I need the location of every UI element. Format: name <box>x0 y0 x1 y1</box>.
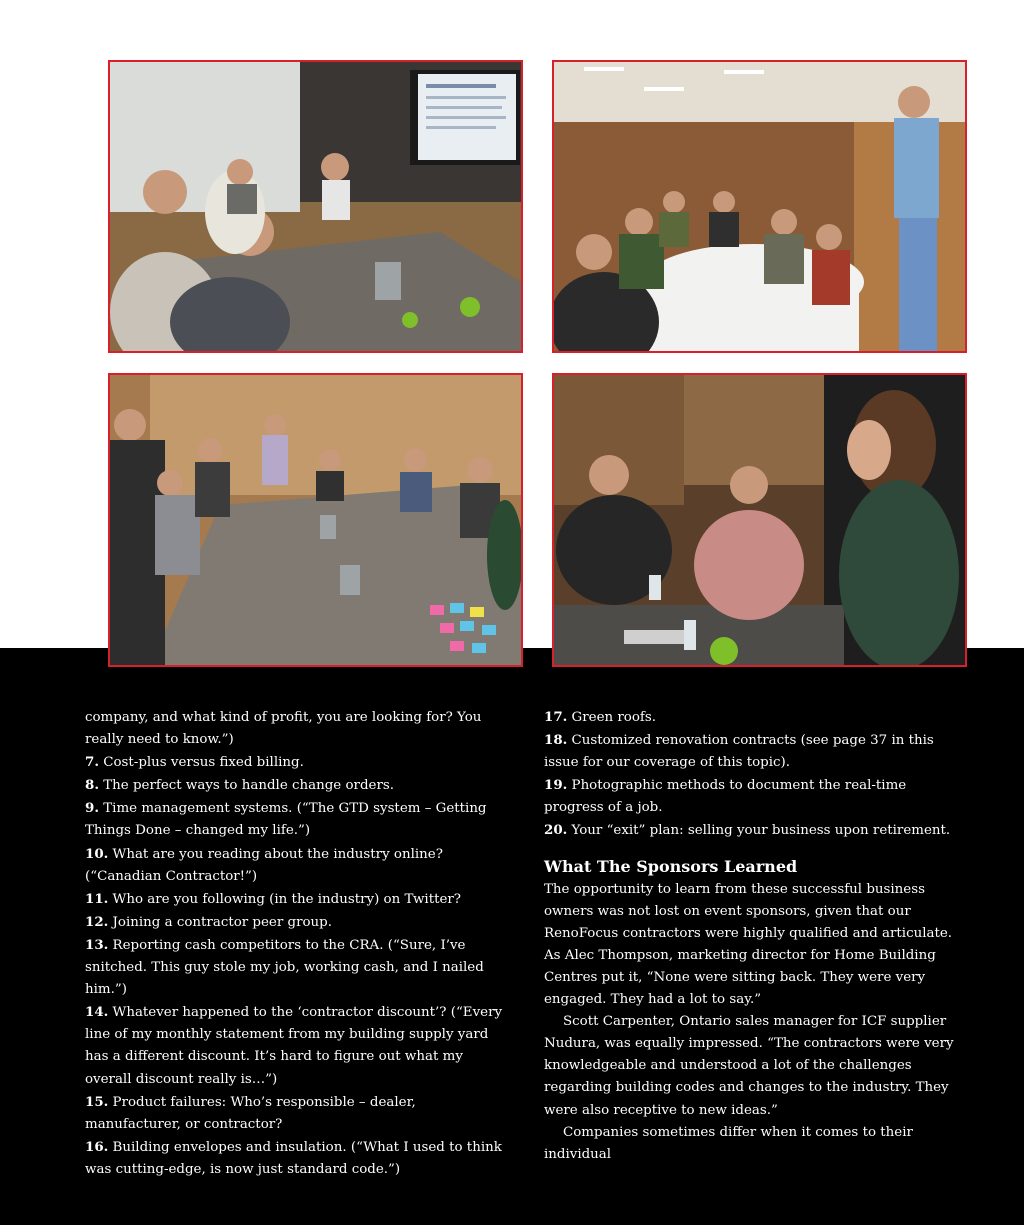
section-heading: What The Sponsors Learned <box>544 856 798 876</box>
list-item: 8. The perfect ways to handle change orders. <box>85 777 394 794</box>
list-item: 19. Photographic methods to document the real-time progress of a job. <box>544 777 907 816</box>
meeting-photo-long-table <box>108 373 523 667</box>
list-item: company, and what kind of profit, you are looking for? You really need to know.”) <box>85 710 482 748</box>
body-paragraph: The opportunity to learn from these successful business owners was not lost on event sponsors, given that our RenoFocus contractors were highly qualified and articulate. As Alec Thompson, marketing director for Home Building Centres put it, “None were sitting back. They were very engaged. They had a lot to say.” <box>544 881 953 1008</box>
article-left-column <box>85 706 510 1181</box>
meeting-photo-round-table <box>552 60 967 353</box>
list-item: 17. Green roofs. <box>544 709 656 725</box>
list-item: 15. Product failures: Who’s responsible – dealer, manufacturer, or contractor? <box>85 1093 416 1132</box>
meeting-photo-speaker <box>552 373 967 667</box>
body-paragraph: Companies sometimes differ when it comes to their individual <box>544 1124 913 1162</box>
list-item: 9. Time management systems. (“The GTD system – Getting Things Done – changed my life.”) <box>85 800 487 839</box>
list-item: 16. Building envelopes and insulation. (“What I used to think was cutting-edge, is now just standard code.”) <box>85 1138 502 1177</box>
meeting-photo-presenter-screen <box>108 60 523 353</box>
list-item: 13. Reporting cash competitors to the CRA. (“Sure, I’ve snitched. This guy stole my job, working cash, and I nailed him.”) <box>85 936 484 998</box>
list-item: 12. Joining a contractor peer group. <box>85 913 332 930</box>
body-paragraph: Scott Carpenter, Ontario sales manager for ICF supplier Nudura, was equally impressed. “The contractors were very knowledgeable and understood a lot of the challenges regarding building codes and changes to the industry. They were also receptive to new ideas.” <box>544 1014 954 1118</box>
list-item: 7. Cost-plus versus fixed billing. <box>85 754 304 771</box>
list-item: 20. Your “exit” plan: selling your business upon retirement. <box>544 822 951 839</box>
list-item: 18. Customized renovation contracts (see page 37 in this issue for our coverage of this topic). <box>544 732 934 771</box>
list-item: 11. Who are you following (in the industry) on Twitter? <box>85 890 461 907</box>
list-item: 14. Whatever happened to the ‘contractor discount’? (“Every line of my monthly statement from my building supply yard has a different discount. It’s hard to figure out what my overall discount really is…”) <box>85 1004 503 1087</box>
list-item: 10. What are you reading about the industry online? (“Canadian Contractor!”) <box>85 845 443 884</box>
article-right-column <box>544 706 969 1166</box>
